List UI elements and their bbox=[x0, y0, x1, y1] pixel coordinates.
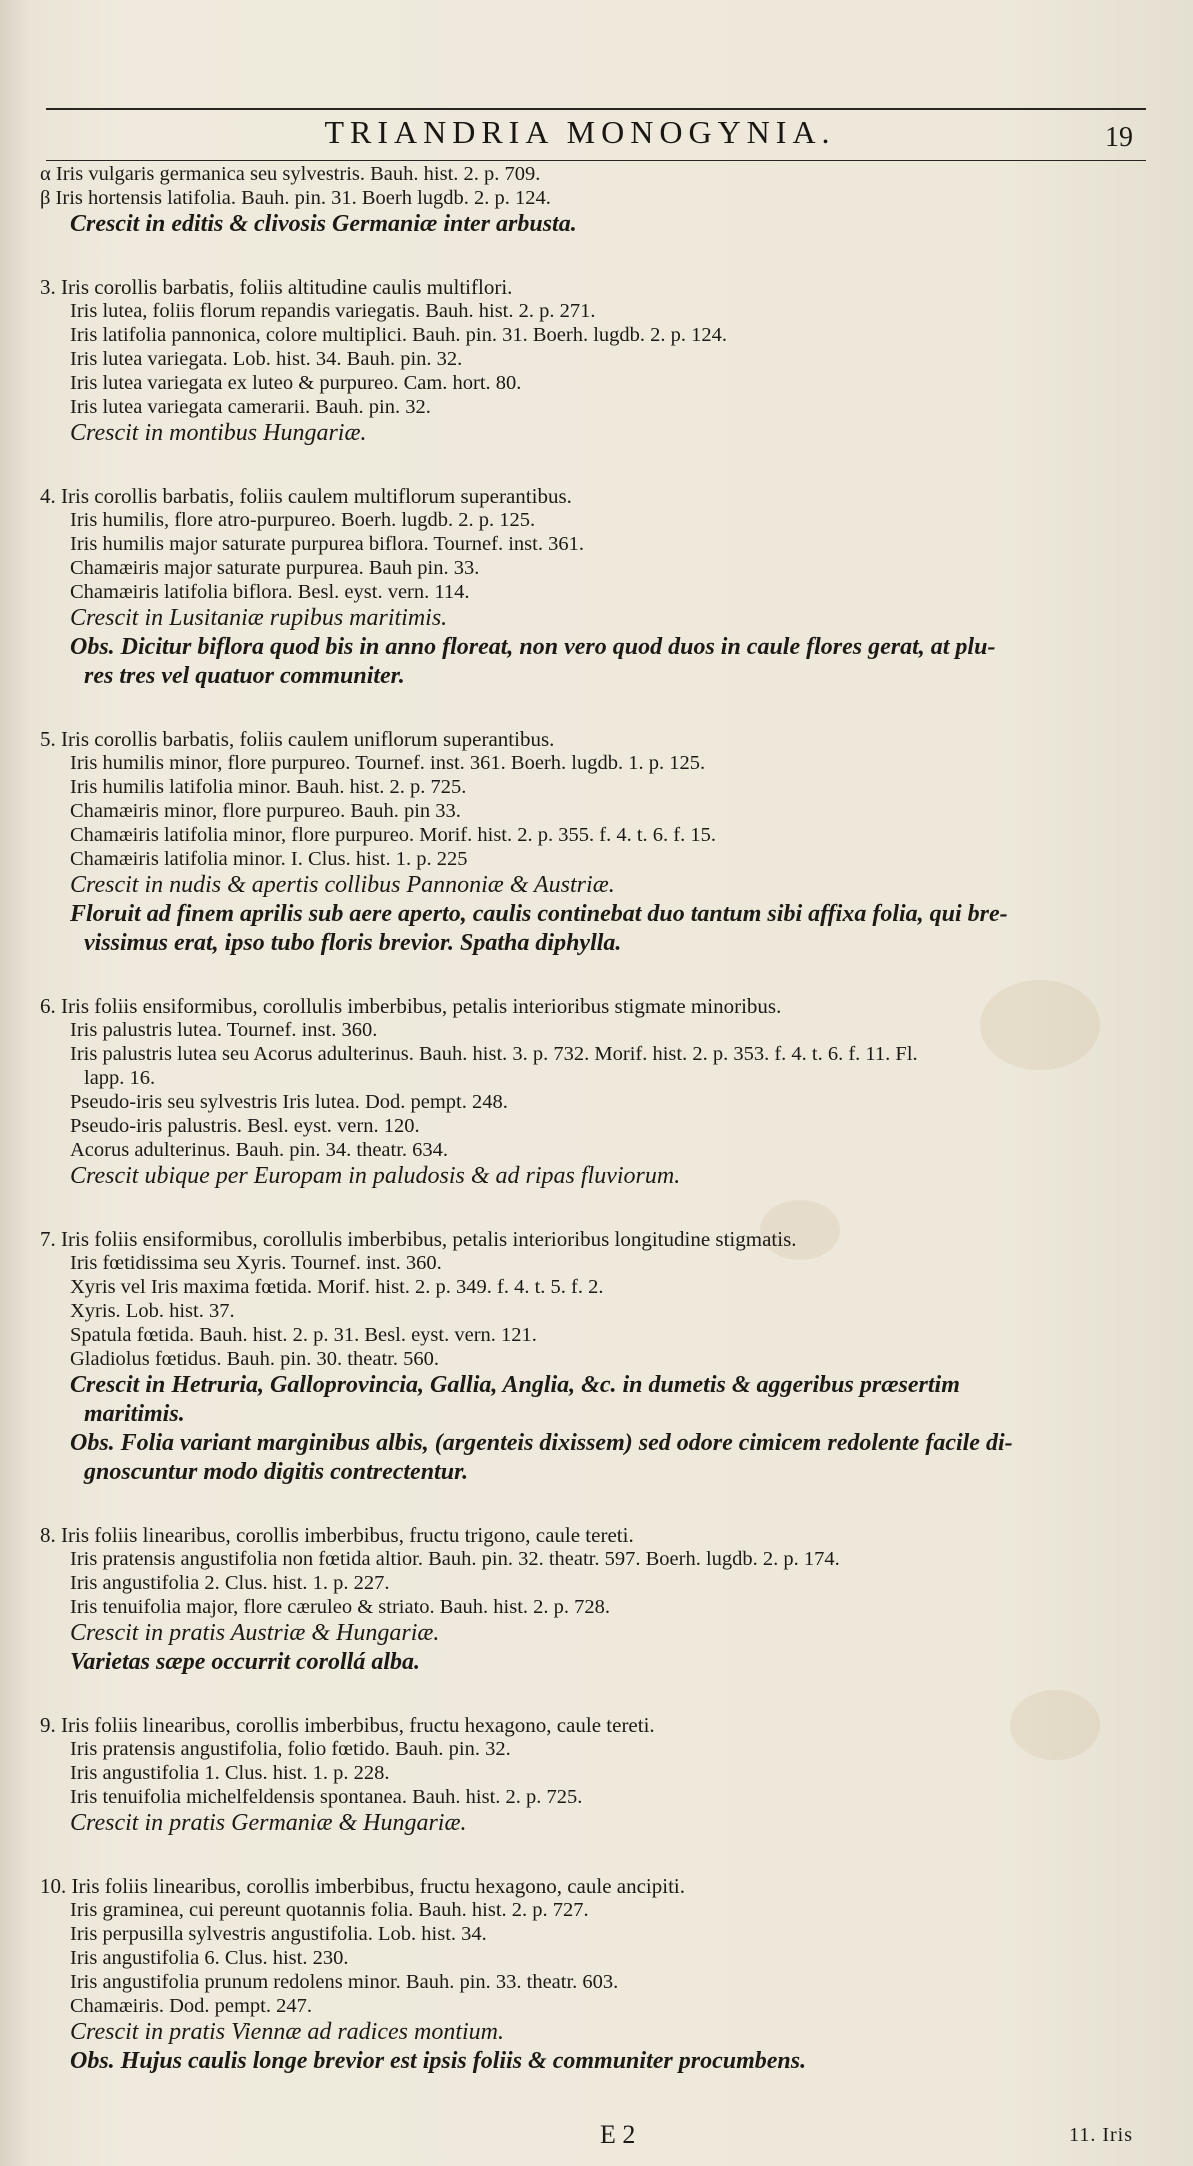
text-body bbox=[40, 162, 1150, 2076]
text-line: Iris pratensis angustifolia, folio fœtido. Bauh. pin. 32. bbox=[70, 1738, 511, 1760]
text-line: Obs. Folia variant marginibus albis, (argenteis dixissem) sed odore cimicem redolente facile di- bbox=[70, 1430, 1013, 1456]
species-entry bbox=[40, 275, 1150, 448]
text-line: Iris palustris lutea. Tournef. inst. 360. bbox=[70, 1019, 378, 1041]
entry-gap bbox=[40, 1487, 1150, 1523]
text-line: Chamæiris minor, flore purpureo. Bauh. pin 33. bbox=[70, 800, 461, 822]
text-line: 3. Iris corollis barbatis, foliis altitudine caulis multiflori. bbox=[40, 275, 513, 299]
entry-gap bbox=[40, 239, 1150, 275]
text-line: 5. Iris corollis barbatis, foliis caulem uniflorum superantibus. bbox=[40, 727, 555, 751]
species-entry bbox=[40, 1874, 1150, 2076]
text-line: Obs. Dicitur biflora quod bis in anno floreat, non vero quod duos in caule flores gerat, at plu- bbox=[70, 634, 996, 660]
text-line: Iris fœtidissima seu Xyris. Tournef. inst. 360. bbox=[70, 1252, 442, 1274]
text-line: vissimus erat, ipso tubo floris brevior. Spatha diphylla. bbox=[84, 930, 622, 956]
text-line: Iris humilis latifolia minor. Bauh. hist. 2. p. 725. bbox=[70, 776, 467, 798]
text-line: Floruit ad finem aprilis sub aere aperto, caulis continebat duo tantum sibi affixa folia, qui bre- bbox=[70, 901, 1008, 927]
signature-mark: E 2 bbox=[600, 2120, 636, 2149]
header-rule-top bbox=[46, 108, 1146, 110]
text-line: Chamæiris. Dod. pempt. 247. bbox=[70, 1995, 313, 2017]
text-line: Xyris. Lob. hist. 37. bbox=[70, 1300, 235, 1322]
text-line: Crescit in nudis & apertis collibus Pannoniæ & Austriæ. bbox=[70, 872, 615, 898]
text-line: Chamæiris major saturate purpurea. Bauh pin. 33. bbox=[70, 557, 480, 579]
entry-gap bbox=[40, 958, 1150, 994]
text-line: lapp. 16. bbox=[84, 1067, 156, 1089]
species-entry bbox=[40, 1227, 1150, 1487]
text-line: Crescit ubique per Europam in paludosis & ad ripas fluviorum. bbox=[70, 1163, 681, 1189]
text-line: Iris tenuifolia major, flore cæruleo & striato. Bauh. hist. 2. p. 728. bbox=[70, 1596, 611, 1618]
text-line: α Iris vulgaris germanica seu sylvestris. Bauh. hist. 2. p. 709. bbox=[40, 163, 541, 185]
text-line: Pseudo-iris palustris. Besl. eyst. vern. 120. bbox=[70, 1115, 420, 1137]
species-entry bbox=[40, 484, 1150, 691]
species-entry bbox=[40, 994, 1150, 1191]
text-line: 6. Iris foliis ensiformibus, corollulis imberbibus, petalis interioribus stigmate minoribus. bbox=[40, 994, 782, 1018]
text-line: 9. Iris foliis linearibus, corollis imberbibus, fructu hexagono, caule tereti. bbox=[40, 1713, 655, 1737]
text-line: 4. Iris corollis barbatis, foliis caulem multiflorum superantibus. bbox=[40, 484, 572, 508]
text-line: Gladiolus fœtidus. Bauh. pin. 30. theatr. 560. bbox=[70, 1348, 439, 1370]
text-line: 7. Iris foliis ensiformibus, corollulis imberbibus, petalis interioribus longitudine stigmatis. bbox=[40, 1227, 797, 1251]
text-line: Crescit in editis & clivosis Germaniæ inter arbusta. bbox=[70, 211, 577, 237]
text-line: gnoscuntur modo digitis contrectentur. bbox=[84, 1459, 469, 1485]
text-line: Iris palustris lutea seu Acorus adulterinus. Bauh. hist. 3. p. 732. Morif. hist. 2. p. 353. f. 4. t. 6. f. 11. Fl. bbox=[70, 1043, 918, 1065]
text-line: Varietas sæpe occurrit corollá alba. bbox=[70, 1649, 421, 1675]
text-line: β Iris hortensis latifolia. Bauh. pin. 31. Boerh lugdb. 2. p. 124. bbox=[40, 187, 551, 209]
entry-gap bbox=[40, 1677, 1150, 1713]
text-line: Acorus adulterinus. Bauh. pin. 34. theatr. 634. bbox=[70, 1139, 449, 1161]
entry-gap bbox=[40, 691, 1150, 727]
text-line: Chamæiris latifolia minor. I. Clus. hist. 1. p. 225 bbox=[70, 848, 468, 870]
text-line: Iris humilis major saturate purpurea biflora. Tournef. inst. 361. bbox=[70, 533, 584, 555]
text-line: Iris tenuifolia michelfeldensis spontanea. Bauh. hist. 2. p. 725. bbox=[70, 1786, 583, 1808]
text-line: 8. Iris foliis linearibus, corollis imberbibus, fructu trigono, caule tereti. bbox=[40, 1523, 634, 1547]
text-line: Iris pratensis angustifolia non fœtida altior. Bauh. pin. 32. theatr. 597. Boerh. lugdb. 2. p. 174. bbox=[70, 1548, 840, 1570]
catchword: 11. Iris bbox=[1069, 2124, 1133, 2146]
text-line: Pseudo-iris seu sylvestris Iris lutea. Dod. pempt. 248. bbox=[70, 1091, 508, 1113]
text-line: Crescit in pratis Austriæ & Hungariæ. bbox=[70, 1620, 440, 1646]
text-line: 10. Iris foliis linearibus, corollis imberbibus, fructu hexagono, caule ancipiti. bbox=[40, 1874, 686, 1898]
entry-gap bbox=[40, 1191, 1150, 1227]
text-line: maritimis. bbox=[84, 1401, 185, 1427]
text-line: Chamæiris latifolia biflora. Besl. eyst. vern. 114. bbox=[70, 581, 470, 603]
text-line: Spatula fœtida. Bauh. hist. 2. p. 31. Besl. eyst. vern. 121. bbox=[70, 1324, 537, 1346]
text-line: Crescit in montibus Hungariæ. bbox=[70, 420, 367, 446]
text-line: res tres vel quatuor communiter. bbox=[84, 663, 405, 689]
text-line: Crescit in Lusitaniæ rupibus maritimis. bbox=[70, 605, 448, 631]
species-entry bbox=[40, 727, 1150, 958]
text-line: Crescit in pratis Viennæ ad radices montium. bbox=[70, 2019, 504, 2045]
text-line: Obs. Hujus caulis longe brevior est ipsis foliis & communiter procumbens. bbox=[70, 2048, 807, 2074]
running-head: TRIANDRIA MONOGYNIA. bbox=[324, 114, 836, 150]
species-entry bbox=[40, 1713, 1150, 1838]
species-entry bbox=[40, 162, 1150, 239]
entry-gap bbox=[40, 1838, 1150, 1874]
entry-gap bbox=[40, 448, 1150, 484]
text-line: Iris lutea, foliis florum repandis variegatis. Bauh. hist. 2. p. 271. bbox=[70, 300, 596, 322]
header-rule-bottom bbox=[46, 160, 1146, 161]
text-line: Iris humilis, flore atro-purpureo. Boerh. lugdb. 2. p. 125. bbox=[70, 509, 536, 531]
text-line: Iris perpusilla sylvestris angustifolia. Lob. hist. 34. bbox=[70, 1923, 487, 1945]
text-line: Iris angustifolia 1. Clus. hist. 1. p. 228. bbox=[70, 1762, 390, 1784]
text-line: Iris lutea variegata camerarii. Bauh. pin. 32. bbox=[70, 396, 431, 418]
text-line: Crescit in pratis Germaniæ & Hungariæ. bbox=[70, 1810, 467, 1836]
text-line: Iris lutea variegata. Lob. hist. 34. Bauh. pin. 32. bbox=[70, 348, 463, 370]
text-line: Iris humilis minor, flore purpureo. Tournef. inst. 361. Boerh. lugdb. 1. p. 125. bbox=[70, 752, 706, 774]
text-line: Iris graminea, cui pereunt quotannis folia. Bauh. hist. 2. p. 727. bbox=[70, 1899, 589, 1921]
text-line: Iris lutea variegata ex luteo & purpureo. Cam. hort. 80. bbox=[70, 372, 522, 394]
page-number: 19 bbox=[1105, 122, 1133, 153]
text-line: Iris angustifolia 2. Clus. hist. 1. p. 227. bbox=[70, 1572, 390, 1594]
text-line: Crescit in Hetruria, Galloprovincia, Gallia, Anglia, &c. in dumetis & aggeribus præsertim bbox=[70, 1372, 960, 1398]
species-entry bbox=[40, 1523, 1150, 1677]
text-line: Chamæiris latifolia minor, flore purpureo. Morif. hist. 2. p. 355. f. 4. t. 6. f. 15. bbox=[70, 824, 716, 846]
text-line: Iris latifolia pannonica, colore multiplici. Bauh. pin. 31. Boerh. lugdb. 2. p. 124. bbox=[70, 324, 728, 346]
text-line: Iris angustifolia prunum redolens minor. Bauh. pin. 33. theatr. 603. bbox=[70, 1971, 619, 1993]
text-line: Xyris vel Iris maxima fœtida. Morif. hist. 2. p. 349. f. 4. t. 5. f. 2. bbox=[70, 1276, 604, 1298]
text-line: Iris angustifolia 6. Clus. hist. 230. bbox=[70, 1947, 349, 1969]
